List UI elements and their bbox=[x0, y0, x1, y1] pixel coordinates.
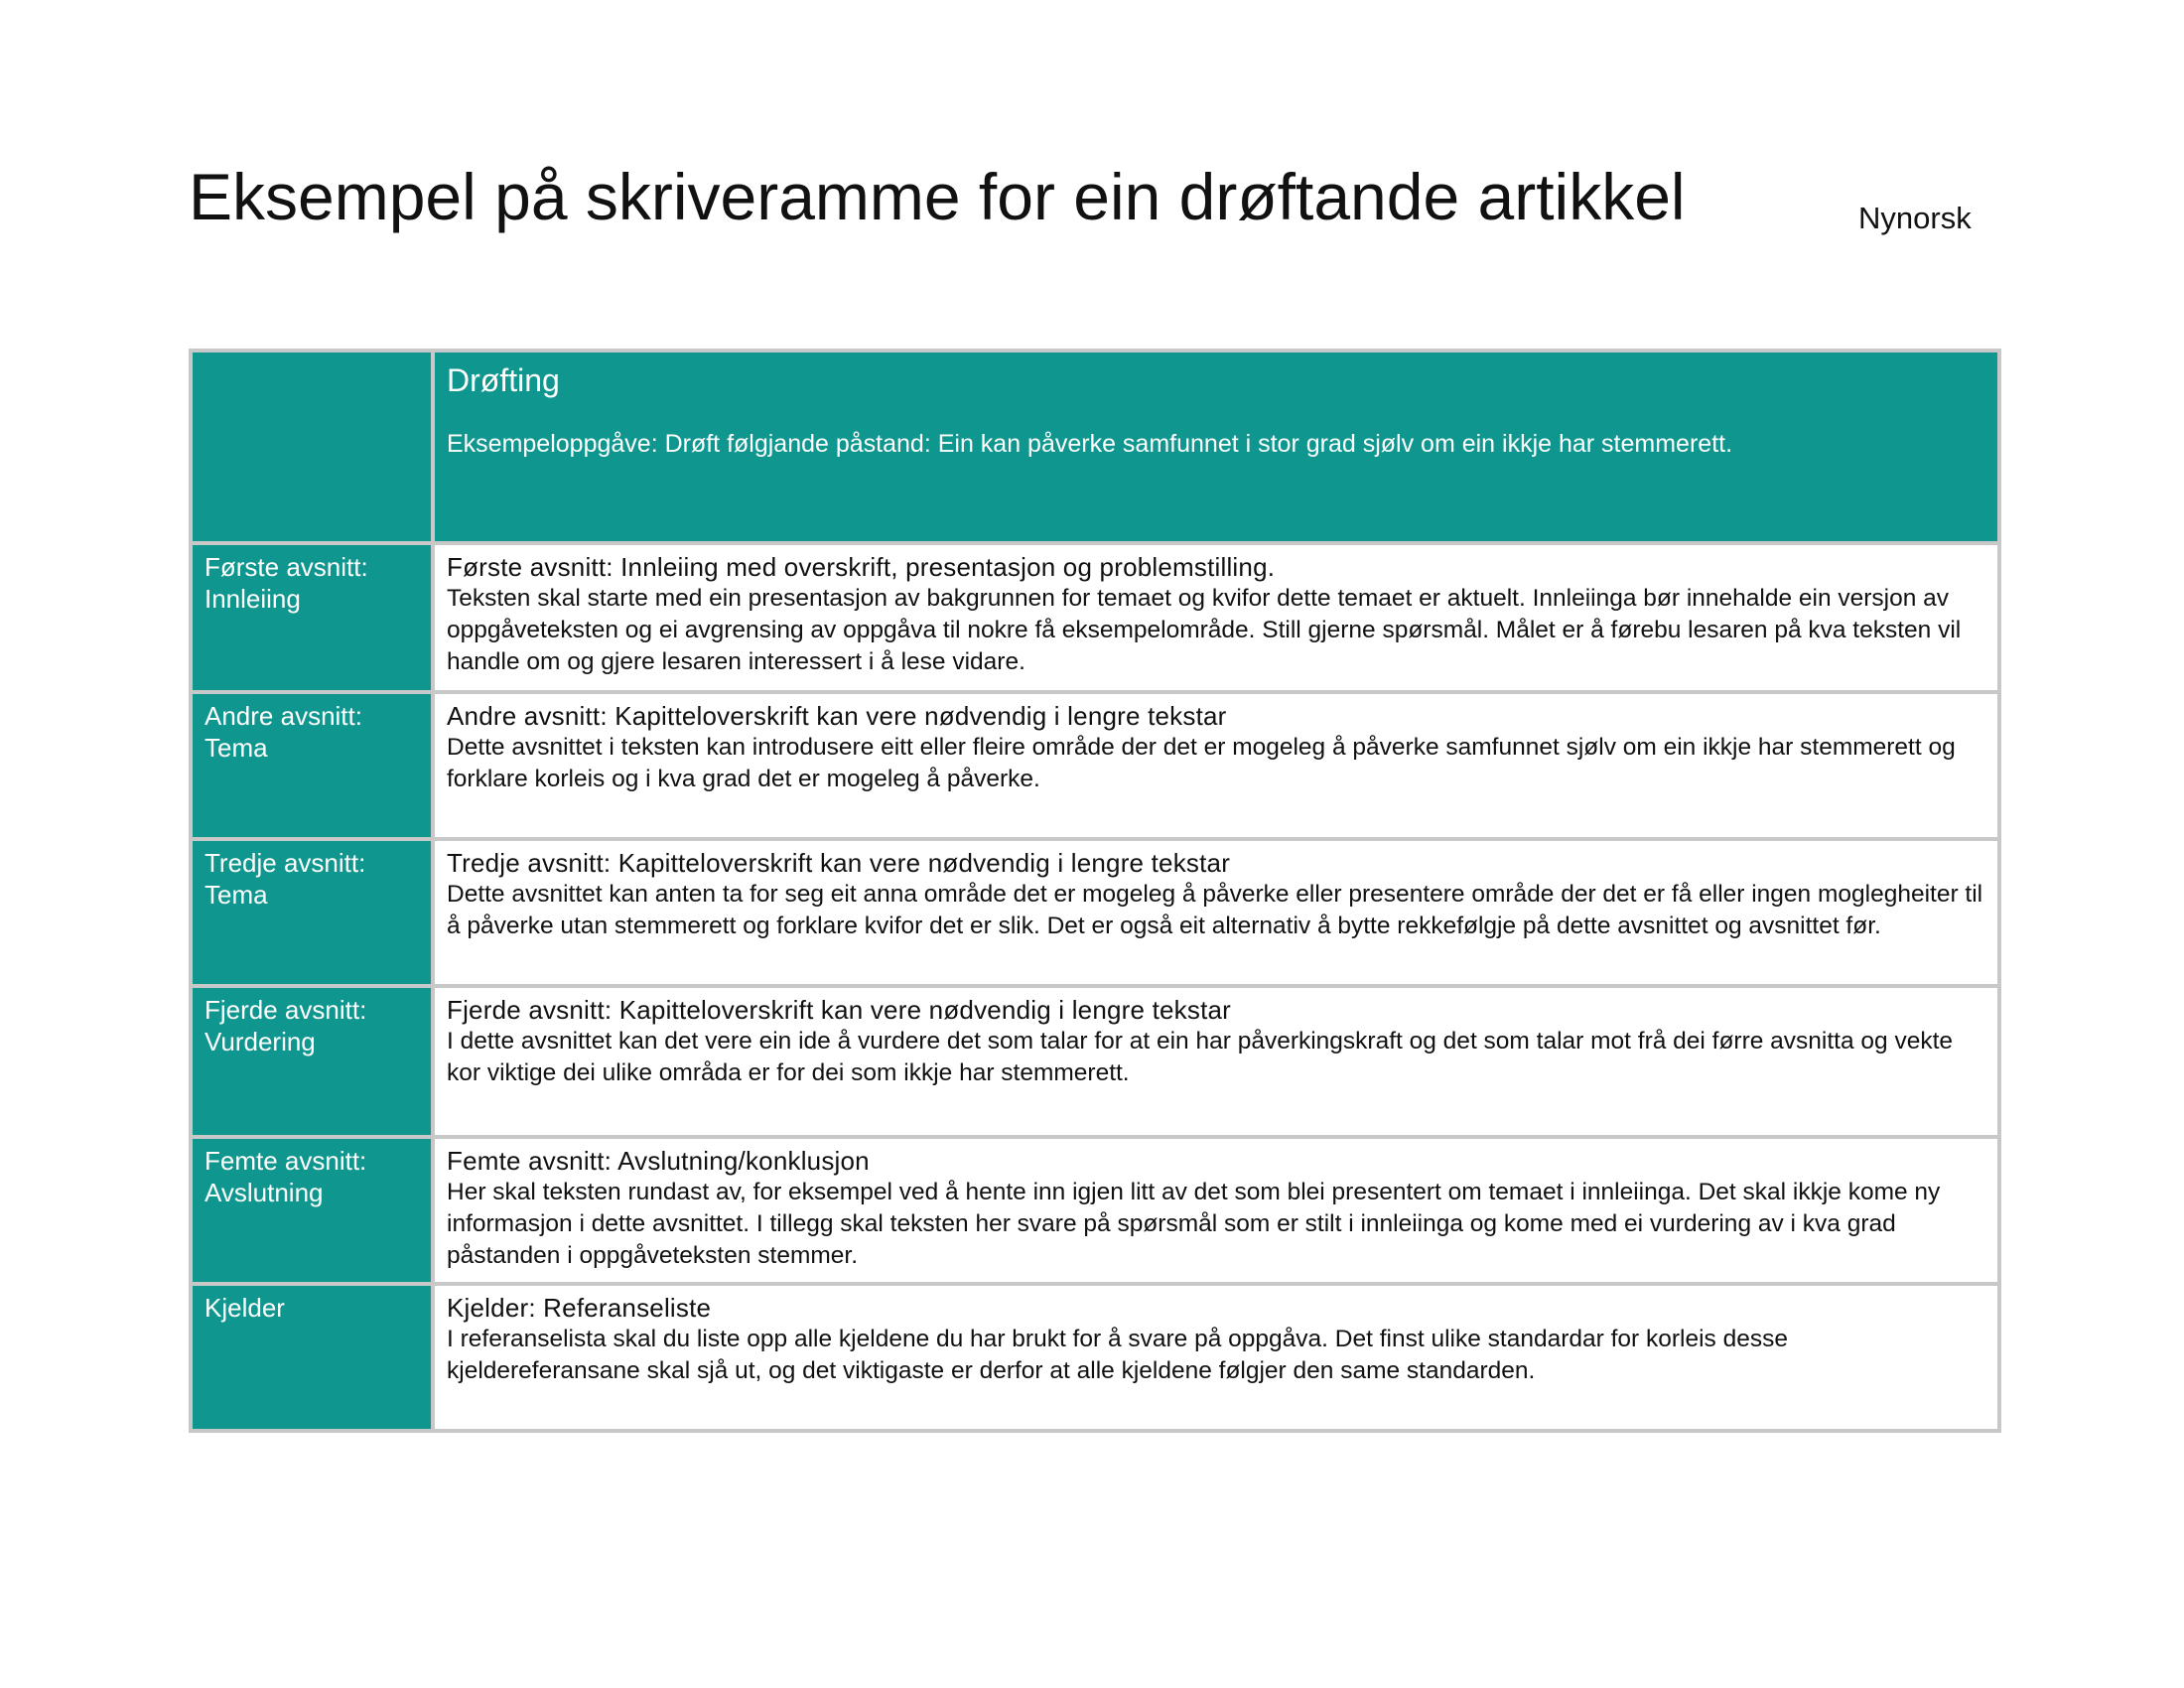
row-label bbox=[191, 692, 433, 839]
row-title: Andre avsnitt: Kapitteloverskrift kan vere nødvendig i lengre tekstar bbox=[447, 701, 1227, 731]
header-task: Eksempeloppgåve: Drøft følgjande påstand: Ein kan påverke samfunnet i stor grad sjølv om ein ikkje har stemmerett. bbox=[447, 430, 1733, 458]
row-label-line2: Tema bbox=[205, 733, 268, 763]
row-title: Tredje avsnitt: Kapitteloverskrift kan vere nødvendig i lengre tekstar bbox=[447, 848, 1231, 878]
row-label bbox=[191, 986, 433, 1137]
table-header-row bbox=[191, 351, 1999, 543]
row-label-line2: Tema bbox=[205, 880, 268, 910]
row-body: Dette avsnittet kan anten ta for seg eit anna område det er mogeleg å påverke eller presentere område der det er få eller ingen moglegheiter til å påverke utan stemmerett og forklare kvifor det er slik. Det er også eit alternativ å bytte rekkefølgje på dette avsnittet og avsnittet før. bbox=[447, 881, 1983, 939]
row-title: Fjerde avsnitt: Kapitteloverskrift kan vere nødvendig i lengre tekstar bbox=[447, 995, 1232, 1025]
row-label bbox=[191, 839, 433, 986]
row-body: Dette avsnittet i teksten kan introdusere eitt eller fleire område der det er mogeleg å påverke samfunnet sjølv om ein ikkje har stemmerett og forklare korleis og i kva grad det er mogeleg å påverke. bbox=[447, 734, 1956, 792]
row-label bbox=[191, 1284, 433, 1431]
row-title: Første avsnitt: Innleiing med overskrift, presentasjon og problemstilling. bbox=[447, 552, 1276, 582]
row-body: Teksten skal starte med ein presentasjon av bakgrunnen for temaet og kvifor dette temaet er aktuelt. Innleiinga bør innehalde ein versjon av oppgåveteksten og ei avgrensing av oppgåva til nokre få eksempelområde. Still gjerne spørsmål. Målet er å førebu lesaren på kva teksten vil handle om og gjere lesaren interessert i å lese vidare. bbox=[447, 585, 1962, 675]
table-row bbox=[191, 543, 1999, 692]
row-label-line1: Femte avsnitt: bbox=[205, 1146, 367, 1176]
row-content bbox=[433, 543, 1999, 692]
row-label-line2: Vurdering bbox=[205, 1027, 316, 1056]
row-title: Kjelder: Referanseliste bbox=[447, 1293, 712, 1323]
row-body: Her skal teksten rundast av, for eksempel ved å hente inn igjen litt av det som blei presentert om temaet i innleiinga. Det skal ikkje kome ny informasjon i dette avsnittet. I tillegg skal teksten her svare på spørsmål som er stilt i innleiinga og kome med ei vurdering av i kva grad påstanden i oppgåveteksten stemmer. bbox=[447, 1179, 1941, 1269]
row-content bbox=[433, 692, 1999, 839]
table-row bbox=[191, 1284, 1999, 1431]
header-label-cell bbox=[191, 351, 433, 543]
row-body: I referanselista skal du liste opp alle kjeldene du har brukt for å svare på oppgåva. Det finst ulike standardar for korleis desse kjeldereferansane skal sjå ut, og det viktigaste er derfor at alle kjeldene følgjer den same standarden. bbox=[447, 1326, 1788, 1384]
row-label-line1: Kjelder bbox=[205, 1293, 285, 1323]
row-label-line1: Andre avsnitt: bbox=[205, 701, 362, 731]
language-label: Nynorsk bbox=[1858, 201, 1972, 235]
row-content bbox=[433, 986, 1999, 1137]
row-label bbox=[191, 543, 433, 692]
row-label-line1: Tredje avsnitt: bbox=[205, 848, 366, 878]
row-label-line1: Fjerde avsnitt: bbox=[205, 995, 367, 1025]
row-body: I dette avsnittet kan det vere ein ide å vurdere det som talar for at ein har påverkingskraft og det som talar mot frå dei førre avsnitta og vekte kor viktige dei ulike områda er for dei som ikkje har stemmerett. bbox=[447, 1028, 1954, 1086]
row-title: Femte avsnitt: Avslutning/konklusjon bbox=[447, 1146, 870, 1176]
table-row bbox=[191, 986, 1999, 1137]
table-row bbox=[191, 839, 1999, 986]
row-label-line2: Avslutning bbox=[205, 1178, 324, 1207]
row-label-line2: Innleiing bbox=[205, 584, 301, 614]
header-content-cell bbox=[433, 351, 1999, 543]
row-label bbox=[191, 1137, 433, 1284]
header-title: Drøfting bbox=[447, 362, 560, 398]
writing-frame-table bbox=[189, 349, 2001, 1433]
table-row bbox=[191, 692, 1999, 839]
page-title: Eksempel på skriveramme for ein drøftande artikkel bbox=[189, 160, 1686, 233]
table-row bbox=[191, 1137, 1999, 1284]
row-label-line1: Første avsnitt: bbox=[205, 552, 368, 582]
row-content bbox=[433, 1137, 1999, 1284]
row-content bbox=[433, 839, 1999, 986]
row-content bbox=[433, 1284, 1999, 1431]
